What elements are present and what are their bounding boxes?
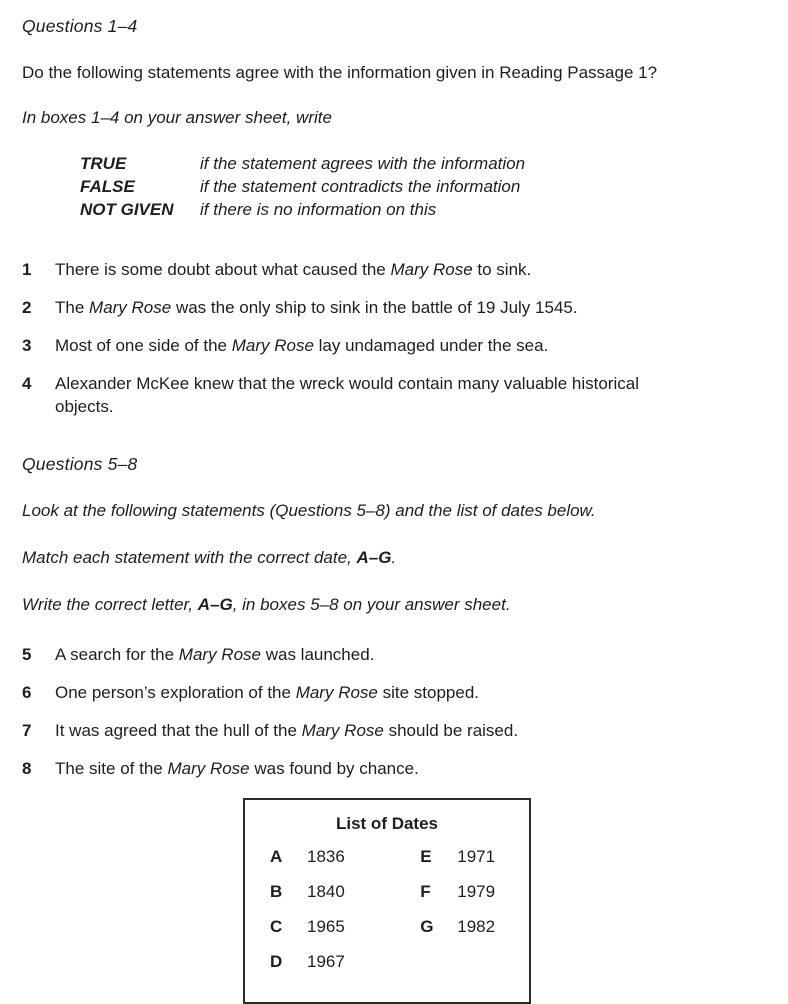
question-text-pre: It was agreed that the hull of the	[55, 721, 302, 740]
question-item-5	[22, 643, 760, 666]
instruction-text-bold: A–G	[197, 595, 233, 614]
key-term-false: FALSE	[80, 177, 135, 196]
section-5-8-instruction-write	[22, 594, 760, 616]
dates-grid	[245, 846, 529, 986]
question-item-7	[22, 719, 760, 742]
question-number: 3	[22, 336, 32, 355]
answer-key-block	[80, 152, 760, 221]
question-number: 8	[22, 759, 32, 778]
key-definition-false: if the statement contradicts the information	[200, 177, 521, 196]
key-row-true	[80, 152, 760, 175]
section-heading-questions-5-8: Questions 5–8	[22, 454, 138, 474]
instruction-text-pre: Look at the following statements (Questions 5–8) and the list of dates below.	[22, 501, 596, 520]
question-text-em: Mary Rose	[178, 645, 261, 664]
question-text-post: to sink.	[472, 260, 532, 279]
question-text	[55, 258, 760, 281]
date-item-B	[270, 881, 420, 903]
date-year: 1971	[457, 847, 496, 866]
question-text	[55, 719, 760, 742]
question-text-em: Mary Rose	[89, 298, 172, 317]
instruction-text-post: .	[391, 548, 397, 567]
section-1-4-instruction: In boxes 1–4 on your answer sheet, write	[22, 108, 332, 127]
date-item-A	[270, 846, 420, 868]
question-text-post: site stopped.	[377, 683, 479, 702]
section-5-8-instruction-look	[22, 500, 760, 522]
date-letter: F	[420, 882, 431, 901]
date-letter: G	[420, 917, 434, 936]
question-text-post: should be raised.	[383, 721, 519, 740]
section-1-4-intro: Do the following statements agree with the information given in Reading Passage 1?	[22, 63, 658, 82]
date-year: 1967	[307, 952, 345, 971]
date-item-G	[420, 916, 529, 938]
instruction-text-pre: Match each statement with the correct date,	[22, 548, 357, 567]
date-year: 1965	[307, 917, 345, 936]
question-text-post: was the only ship to sink in the battle of 19 July 1545.	[171, 298, 578, 317]
key-row-not-given	[80, 198, 760, 221]
section-heading-questions-1-4: Questions 1–4	[22, 16, 138, 36]
dates-column-left	[270, 846, 420, 986]
question-text-post: was launched.	[260, 645, 375, 664]
question-number: 5	[22, 645, 32, 664]
key-term-true: TRUE	[80, 154, 127, 173]
date-year: 1840	[307, 882, 345, 901]
date-letter: E	[420, 847, 432, 866]
question-text-em: Mary Rose	[231, 336, 314, 355]
question-text-em: Mary Rose	[167, 759, 250, 778]
date-letter: A	[270, 847, 283, 866]
question-text-post: lay undamaged under the sea.	[313, 336, 549, 355]
question-item-1	[22, 258, 760, 281]
date-letter: D	[270, 952, 283, 971]
question-text	[55, 334, 760, 357]
date-item-C	[270, 916, 420, 938]
question-number: 1	[22, 260, 32, 279]
instruction-text-post: , in boxes 5–8 on your answer sheet.	[232, 595, 511, 614]
dates-column-right	[420, 846, 529, 986]
question-text-em: Mary Rose	[390, 260, 473, 279]
dates-box-title: List of Dates	[335, 814, 439, 833]
date-item-D	[270, 951, 420, 973]
question-text-em: Mary Rose	[295, 683, 378, 702]
question-text-em: Mary Rose	[301, 721, 384, 740]
question-text-post: was found by chance.	[249, 759, 419, 778]
question-text-pre: A search for the	[55, 645, 179, 664]
question-text-pre: Most of one side of the	[55, 336, 232, 355]
question-text-pre: The site of the	[55, 759, 168, 778]
date-letter: C	[270, 917, 283, 936]
key-row-false	[80, 175, 760, 198]
question-text	[55, 757, 760, 780]
question-text-pre: One person’s exploration of the	[55, 683, 296, 702]
question-number: 2	[22, 298, 32, 317]
question-number: 7	[22, 721, 32, 740]
list-of-dates-box	[243, 798, 531, 1004]
section-5-8-instruction-match	[22, 547, 760, 569]
question-text-pre: Alexander McKee knew that the wreck would contain many valuable historical objects.	[55, 374, 639, 416]
question-number: 4	[22, 374, 32, 393]
question-item-2	[22, 296, 760, 319]
question-item-6	[22, 681, 760, 704]
question-text	[55, 372, 642, 418]
date-item-F	[420, 881, 529, 903]
question-number: 6	[22, 683, 32, 702]
question-text	[55, 643, 760, 666]
date-letter: B	[270, 882, 283, 901]
question-text-pre: There is some doubt about what caused the	[55, 260, 391, 279]
question-item-4	[22, 372, 642, 418]
question-text-pre: The	[55, 298, 90, 317]
date-year: 1982	[457, 917, 496, 936]
date-item-E	[420, 846, 529, 868]
instruction-text-bold: A–G	[356, 548, 392, 567]
key-definition-true: if the statement agrees with the information	[200, 154, 526, 173]
question-item-8	[22, 757, 760, 780]
question-item-3	[22, 334, 760, 357]
instruction-text-pre: Write the correct letter,	[22, 595, 198, 614]
key-term-not-given: NOT GIVEN	[80, 200, 174, 219]
date-year: 1979	[457, 882, 496, 901]
question-text	[55, 681, 760, 704]
key-definition-not-given: if there is no information on this	[200, 200, 437, 219]
date-year: 1836	[307, 847, 345, 866]
question-text	[55, 296, 760, 319]
